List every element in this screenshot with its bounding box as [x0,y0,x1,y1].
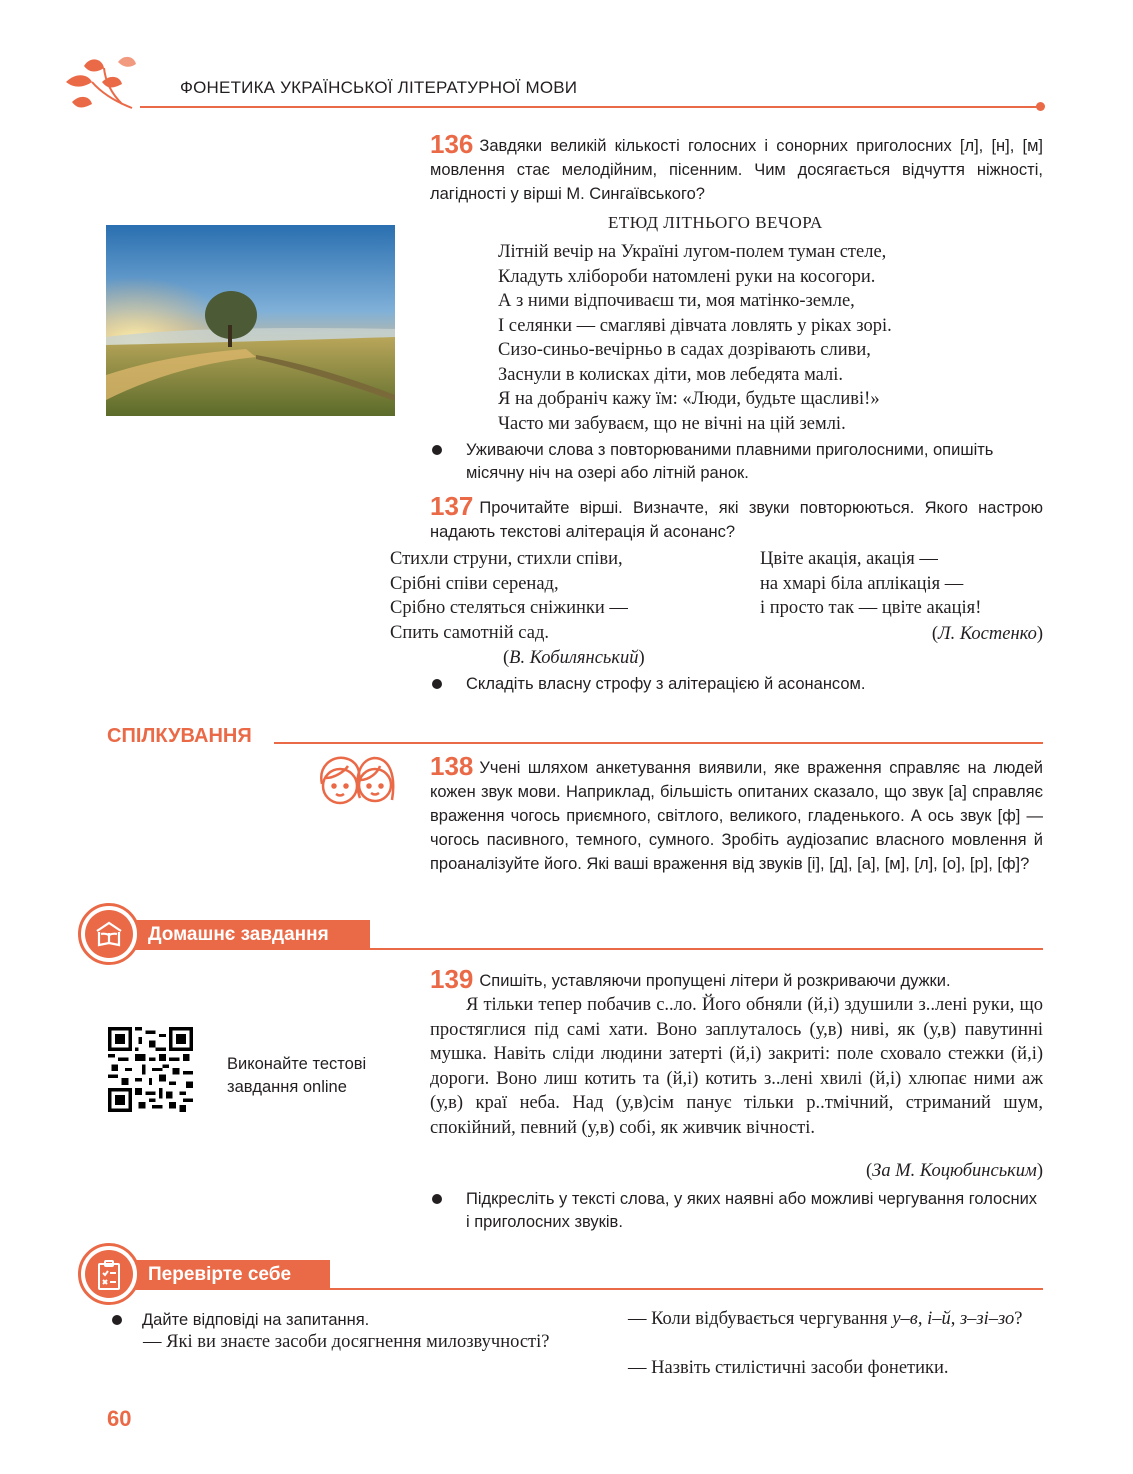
question-mark: ? [1014,1309,1023,1329]
homework-book-icon [78,903,140,965]
passage-source: (За М. Коцюбинським) [866,1161,1043,1181]
task-text: Підкресліть у тексті слова, у яких наявні або можливі чергування голосних і приголосних звуків. [466,1190,1038,1231]
poem-author-right: (Л. Костенко) [931,624,1043,644]
poem-line: Літній вечір на Україні лугом-полем туман стеле, [498,242,887,262]
exercise-136-text [430,129,1043,206]
poem-line: Цвіте акація, акація — [760,549,938,569]
question-3: — Назвіть стилістичні засоби фонетики. [628,1358,949,1378]
task-text: Уживаючи слова з повторюваними плавними приголосними, опишіть місячну ніч на озері або літній ранок. [466,441,994,482]
header-flowers-logo [62,52,146,116]
check-intro [112,1309,582,1332]
bullet-icon [112,1315,122,1325]
task-137 [432,673,1043,696]
task-text: Складіть власну строфу з алітерацією й асонансом. [466,675,866,693]
separator: , [917,1309,928,1329]
exercise-instruction: Учені шляхом анкетування виявили, яке враження справляє на людей кожен звук мови. Наприклад, більшість опитаних сказало, що звук [а] справляє враження чогось приємного, світлого, великого, гладенького. А ось звук [ф] — чогось пасивного, темного, сумного. Зробіть аудіозапис власного мовлення й проаналізуйте його. Які ваші враження від звуків [і], [д], [а], [м], [л], [о], [р], [ф]? [430,759,1043,873]
poem-137-left [390,547,628,645]
task-139 [432,1188,1043,1234]
bullet-icon [432,445,442,455]
separator: , [950,1309,960,1329]
check-intro-text: Дайте відповіді на запитання. [142,1311,370,1329]
question-text: — Коли відбувається чергування [628,1309,893,1329]
alternation: з–зі–зо [959,1309,1015,1329]
page-number: 60 [107,1406,132,1431]
exercise-139-passage: Я тільки тепер побачив с..ло. Його обняли (й,і) здушили з..лені руки, що простяглися під самі хати. Воно заплуталось (у,в) ниві, як (у,в) павутинні мушка. Навіть сліди людини затерті (й,і) закриті: поле сховало стежки (й,і) дороги. Воно лиш котить та (й,і) котить з..лені хвилі (й,і) хлюпає ними аж (у,в) краї неба. Над (у,в)сім панує тільки р..тмічний, стриманий шум, спокійний, певний (у,в) собі, як живчик вічності. [430,995,1043,1138]
exercise-instruction: Прочитайте вірші. Визначте, які звуки повторюються. Якого настрою надають текстові алітерація й асонанс? [430,499,1043,541]
poem-line: Кладуть хлібороби натомлені руки на косогори. [498,266,876,287]
header-title: ФОНЕТИКА УКРАЇНСЬКОЇ ЛІТЕРАТУРНОЇ МОВИ [180,78,578,97]
poem-line: Спить самотній сад. [390,622,549,643]
poem-line: Срібно стеляться сніжинки — [390,598,628,618]
exercise-number: 138 [430,751,474,781]
author-name: Л. Костенко [938,624,1037,644]
poem-line: Срібні співи серенад, [390,573,559,594]
header-divider [140,106,1040,108]
section-title-communication: СПІЛКУВАННЯ [107,725,252,747]
alternation: і–й [927,1309,951,1329]
poem-line: на хмарі біла аплікація — [760,573,964,594]
question-2 [592,1307,1043,1331]
poem-line: Я на добраніч кажу їм: «Люди, будьте щасливі!» [498,389,880,409]
exercise-137-text [430,491,1043,544]
bullet-icon [432,679,442,689]
poem-line: Сизо-синьо-вечірньо в садах дозрівають сливи, [498,340,871,360]
exercise-instruction: Спишіть, уставляючи пропущені літери й розкриваючи дужки. [479,972,951,990]
poem-line: Стихли струни, стихли співи, [390,549,623,569]
alternation: у–в [892,1309,918,1329]
exercise-138-text [430,751,1043,876]
exercise-number: 139 [430,964,474,994]
poem-137-right [760,547,981,621]
checklist-icon [78,1243,140,1305]
online-tasks-text: Виконайте тестові завдання online [227,1055,367,1096]
task-136 [432,439,1043,485]
header-divider-dot [1036,102,1045,111]
poem-136 [498,240,892,436]
communication-faces-icon [314,752,398,812]
exercise-number: 137 [430,491,474,521]
exercise-number: 136 [430,129,474,159]
section-divider [274,742,1043,744]
poem-line: і просто так — цвіте акація! [760,598,982,618]
source-author: За М. Коцюбинським [872,1161,1037,1181]
exercise-139-text [430,964,1043,994]
bullet-icon [432,1194,442,1204]
landscape-image [106,225,395,416]
poem-author-left: (В. Кобилянський) [503,648,645,668]
poem-title: ЕТЮД ЛІТНЬОГО ВЕЧОРА [608,213,823,232]
poem-line: І селянки — смагляві дівчата ловлять у ріках зорі. [498,315,892,336]
question-1: — Які ви знаєте засоби досягнення милозвучності? [143,1332,550,1352]
check-title: Перевірте себе [134,1260,330,1290]
poem-line: А з ними відпочиваєш ти, моя матінко-земле, [498,291,855,311]
poem-line: Часто ми забуваєм, що не вічні на цій землі. [498,413,846,434]
qr-code[interactable] [108,1027,193,1112]
homework-title: Домашнє завдання [134,920,370,950]
author-name: В. Кобилянський [509,648,639,668]
poem-line: Заснули в колисках діти, мов лебедята малі. [498,364,844,385]
exercise-instruction: Завдяки великій кількості голосних і сонорних приголосних [л], [н], [м] мовлення стає мелодійним, пісенним. Чим досягається відчуття ніжності, лагідності у вірші М. Сингаївського? [430,137,1043,203]
